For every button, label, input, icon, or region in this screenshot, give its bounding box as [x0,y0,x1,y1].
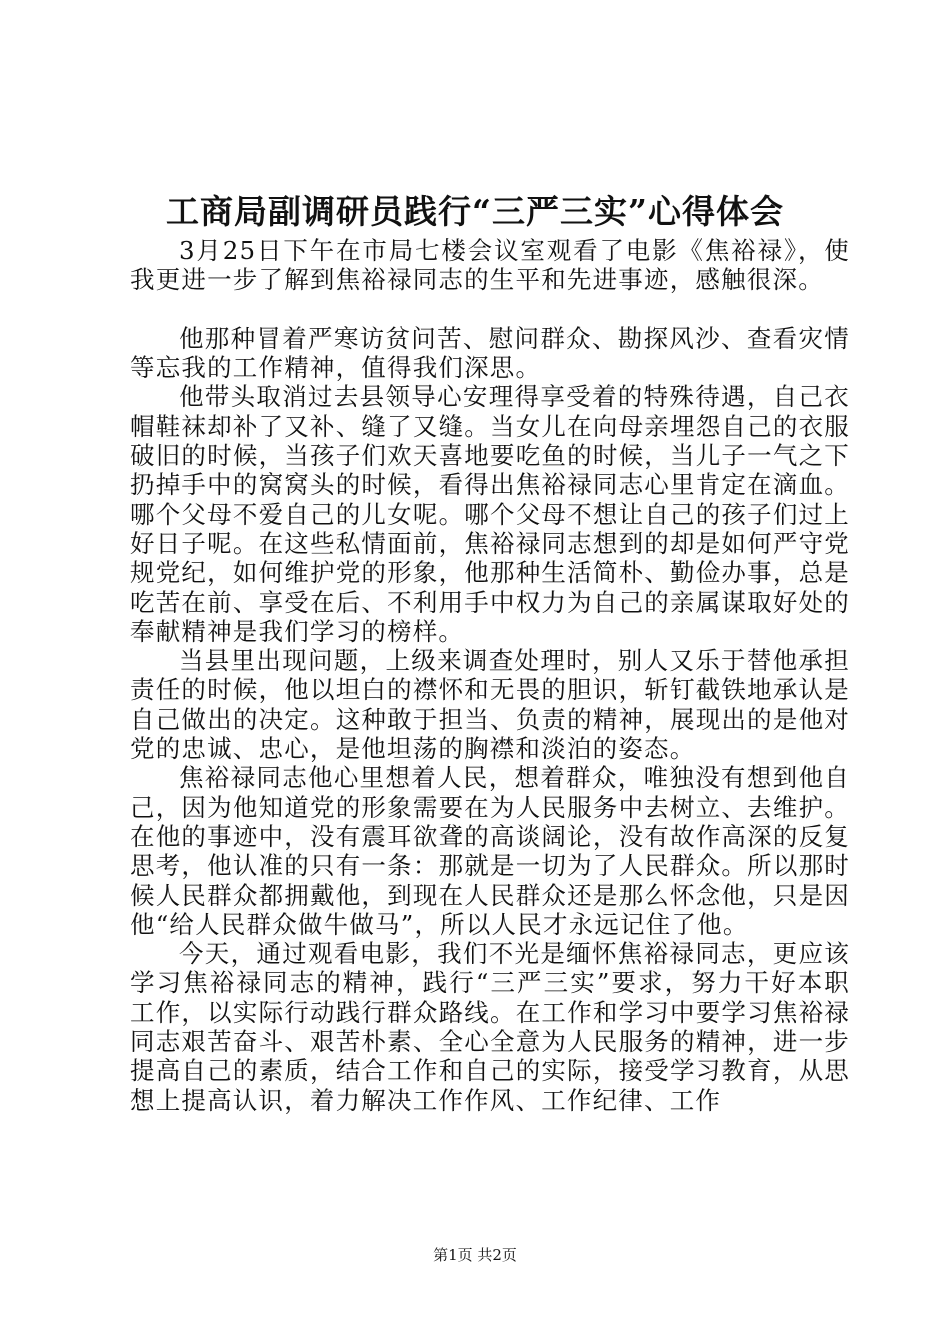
paragraph-2: 他那种冒着严寒访贫问苦、慰问群众、勘探风沙、查看灾情等忘我的工作精神，值得我们深思。 [130,323,850,383]
paragraph-3: 他带头取消过去县领导心安理得享受着的特殊待遇，自己衣帽鞋袜却补了又补、缝了又缝。当女儿在向母亲埋怨自己的衣服破旧的时候，当孩子们欢天喜地要吃鱼的时候，当儿子一气之下扔掉手中的窝窝头的时候，看得出焦裕禄同志心里肯定在滴血。哪个父母不爱自己的儿女呢。哪个父母不想让自己的孩子们过上好日子呢。在这些私情面前，焦裕禄同志想到的却是如何严守党规党纪，如何维护党的形象，他那种生活简朴、勤俭办事，总是吃苦在前、享受在后、不利用手中权力为自己的亲属谋取好处的奉献精神是我们学习的榜样。 [130,382,850,646]
paragraph-4: 当县里出现问题，上级来调查处理时，别人又乐于替他承担责任的时候，他以坦白的襟怀和无畏的胆识，斩钉截铁地承认是自己做出的决定。这种敢于担当、负责的精神，展现出的是他对党的忠诚、忠心，是他坦荡的胸襟和淡泊的姿态。 [130,646,850,764]
document-body [130,236,850,1115]
paragraph-5: 焦裕禄同志他心里想着人民，想着群众，唯独没有想到他自己，因为他知道党的形象需要在为人民服务中去树立、去维护。在他的事迹中，没有震耳欲聋的高谈阔论，没有故作高深的反复思考，他认准的只有一条：那就是一切为了人民群众。所以那时候人民群众都拥戴他，到现在人民群众还是那么怀念他，只是因他“给人民群众做牛做马”，所以人民才永远记住了他。 [130,763,850,939]
document-title: 工商局副调研员践行“三严三实”心得体会 [166,192,784,231]
paragraph-6: 今天，通过观看电影，我们不光是缅怀焦裕禄同志，更应该学习焦裕禄同志的精神，践行“三严三实”要求，努力干好本职工作，以实际行动践行群众路线。在工作和学习中要学习焦裕禄同志艰苦奋斗、艰苦朴素、全心全意为人民服务的精神，进一步提高自己的素质，结合工作和自己的实际，接受学习教育，从思想上提高认识，着力解决工作作风、工作纪律、工作 [130,939,850,1115]
page-number-footer: 第1页 共2页 [433,1246,517,1264]
paragraph-1: 3月25日下午在市局七楼会议室观看了电影《焦裕禄》，使我更进一步了解到焦裕禄同志的生平和先进事迹，感触很深。 [130,236,850,295]
